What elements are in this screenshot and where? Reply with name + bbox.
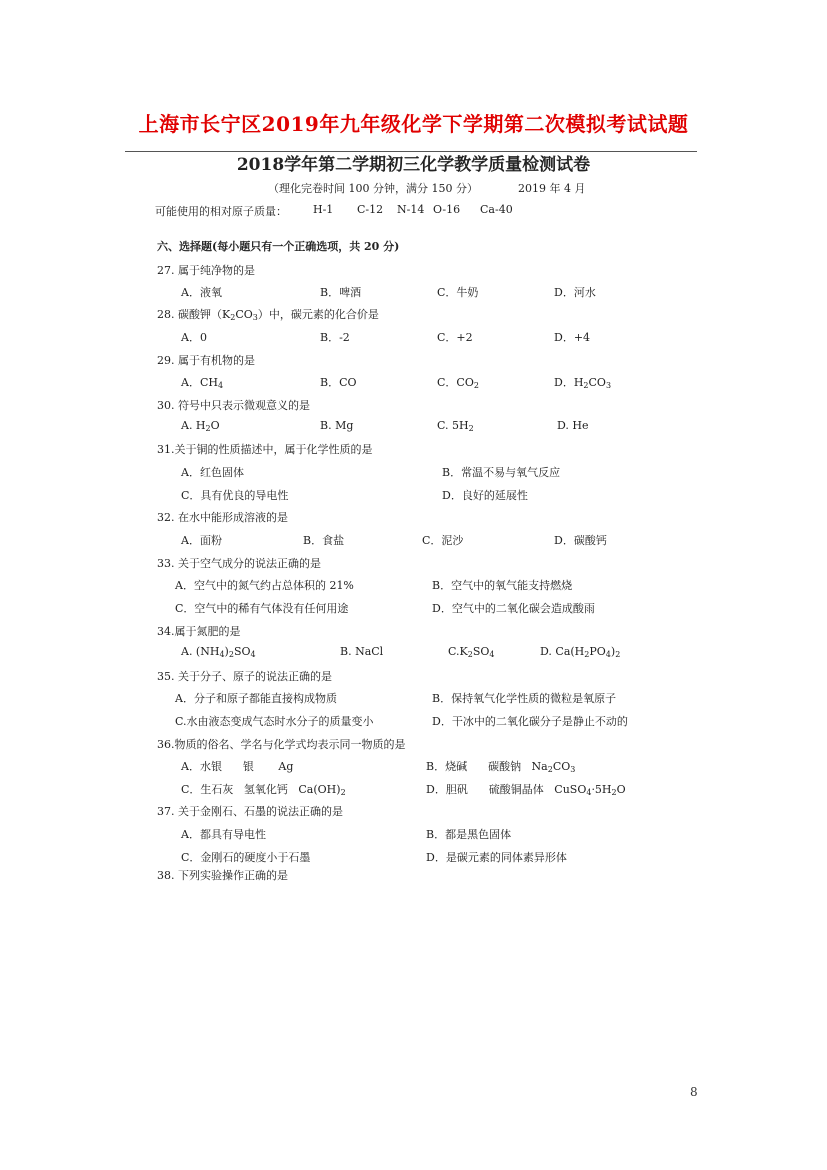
q31-option-b: B．常温不易与氧气反应 [442,466,561,479]
q29-option-d: D．$H_2CO_3$ [554,376,612,390]
q35-stem: 35. 关于分子、原子的说法正确的是 [157,670,332,683]
q31-stem: 31.关于铜的性质描述中，属于化学性质的是 [157,443,373,456]
q32-option-d: D．碳酸钙 [554,534,607,547]
q28-option-a: A．0 [181,331,207,344]
q30-option-a: A. $H_2O$ [181,419,220,433]
q33-option-a: A．空气中的氮气约占总体积的 21% [175,579,354,592]
q33-option-d: D．空气中的二氧化碳会造成酸雨 [432,602,595,615]
q37-option-d: D．是碳元素的同体素异形体 [426,851,567,864]
q33-option-c: C．空气中的稀有气体没有任何用途 [175,602,349,615]
q27-option-d: D．河水 [554,286,596,299]
q34-option-b: B. NaCl [340,645,384,658]
q28-option-c: C．+2 [437,331,473,344]
red-title: 上海市长宁区2019年九年级化学下学期第二次模拟考试试题 [138,112,689,136]
atomic-mass-h: H-1 [313,203,334,216]
q34-option-d: D. $Ca(H_2PO_4)_2$ [540,645,621,659]
exam-info: （理化完卷时间 100 分钟，满分 150 分） [268,182,478,195]
q28-option-d: D．+4 [554,331,591,344]
q35-option-d: D．干冰中的二氧化碳分子是静止不动的 [432,715,628,728]
q27-option-b: B．啤酒 [320,286,362,299]
q32-option-c: C．泥沙 [422,534,464,547]
q33-option-b: B．空气中的氧气能支持燃烧 [432,579,573,592]
q30-option-b: B. Mg [320,419,354,432]
q35-option-c: C.水由液态变成气态时水分子的质量变小 [175,715,374,728]
section-title: 六、选择题(每小题只有一个正确选项，共 20 分) [157,240,400,253]
q37-option-c: C．金刚石的硬度小于石墨 [181,851,311,864]
atomic-mass-ca: Ca-40 [480,203,513,216]
atomic-mass-n: N-14 [397,203,425,216]
q34-option-c: $C.K_2SO_4$ [448,645,495,659]
atomic-mass-label: 可能使用的相对原子质量： [155,205,287,218]
q36-option-b: B．烧碱 碳酸钠 $Na_2CO_3$ [426,760,576,774]
q27-option-c: C．牛奶 [437,286,479,299]
q30-option-c: C. $5H_2$ [437,419,474,433]
q33-stem: 33. 关于空气成分的说法正确的是 [157,557,321,570]
atomic-mass-o: O-16 [433,203,461,216]
q32-option-a: A．面粉 [181,534,222,547]
q27-stem: 27. 属于纯净物的是 [157,264,255,277]
q31-option-d: D．良好的延展性 [442,489,528,502]
q35-option-a: A．分子和原子都能直接构成物质 [175,692,337,705]
q29-option-c: C．$CO_2$ [437,376,479,390]
exam-title: 2018学年第二学期初三化学教学质量检测试卷 [236,155,591,175]
q31-option-a: A．红色固体 [181,466,244,479]
q31-option-c: C．具有优良的导电性 [181,489,289,502]
exam-date: 2019 年 4 月 [518,182,586,195]
q35-option-b: B．保持氧气化学性质的微粒是氧原子 [432,692,617,705]
q34-option-a: A. $(NH_4)_2SO_4$ [181,645,256,659]
q34-stem: 34.属于氮肥的是 [157,625,241,638]
q32-option-b: B．食盐 [303,534,345,547]
q38-stem: 38. 下列实验操作正确的是 [157,869,288,882]
q27-option-a: A．液氧 [181,286,222,299]
q30-option-d: D. He [557,419,589,432]
q29-option-a: A．$CH_4$ [181,376,224,390]
q28-stem: 28. 碳酸钾$(K_2CO_3)$中，碳元素的化合价是 [157,308,379,322]
q37-option-a: A．都具有导电性 [181,828,266,841]
q37-stem: 37. 关于金刚石、石墨的说法正确的是 [157,805,343,818]
atomic-mass-c: C-12 [357,203,384,216]
q36-option-d: D．胆矾 硫酸铜晶体 $CuSO_4\cdot 5H_2O$ [426,783,626,797]
q36-option-c: C．生石灰 氢氧化钙 $Ca(OH)_2$ [181,783,346,797]
q29-stem: 29. 属于有机物的是 [157,354,255,367]
q28-option-b: B．-2 [320,331,350,344]
q29-option-b: B．CO [320,376,357,389]
q36-stem: 36.物质的俗名、学名与化学式均表示同一物质的是 [157,738,406,751]
q30-stem: 30. 符号中只表示微观意义的是 [157,399,310,412]
q32-stem: 32. 在水中能形成溶液的是 [157,511,288,524]
page-number: 8 [690,1085,698,1099]
q36-option-a: A．水银 银 Ag [181,760,294,773]
q37-option-b: B．都是黑色固体 [426,828,512,841]
